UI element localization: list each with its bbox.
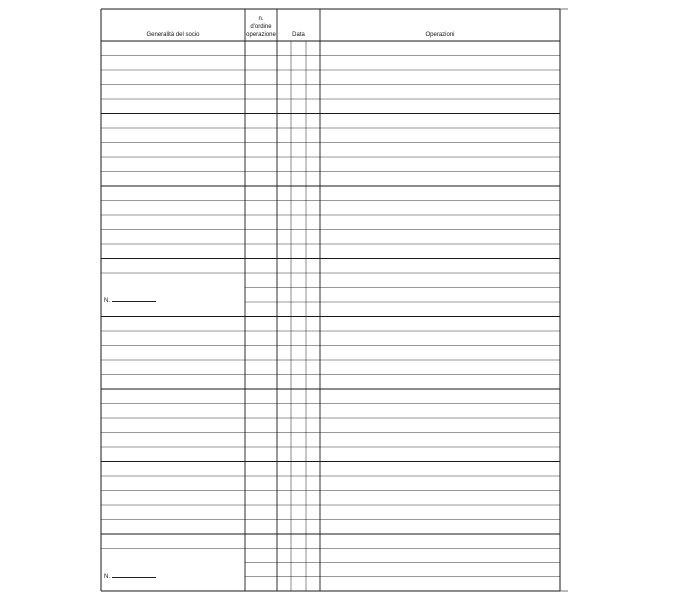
header-n-ordine-line-1: n. bbox=[258, 16, 264, 22]
member-number-blank bbox=[112, 296, 156, 302]
member-number-field bbox=[104, 572, 156, 581]
header-generalita-del-socio: Generalità del socio bbox=[146, 32, 200, 38]
header-operazioni: Operazioni bbox=[425, 32, 455, 38]
header-n-ordine-line-3: operazione bbox=[246, 32, 276, 38]
member-number-blank bbox=[112, 572, 156, 578]
member-number-field bbox=[104, 296, 156, 305]
member-number-label: N. bbox=[104, 298, 110, 304]
header-n-ordine-line-2: d'ordine bbox=[250, 24, 272, 30]
header-data: Data bbox=[292, 32, 305, 38]
member-number-label: N. bbox=[104, 574, 110, 580]
